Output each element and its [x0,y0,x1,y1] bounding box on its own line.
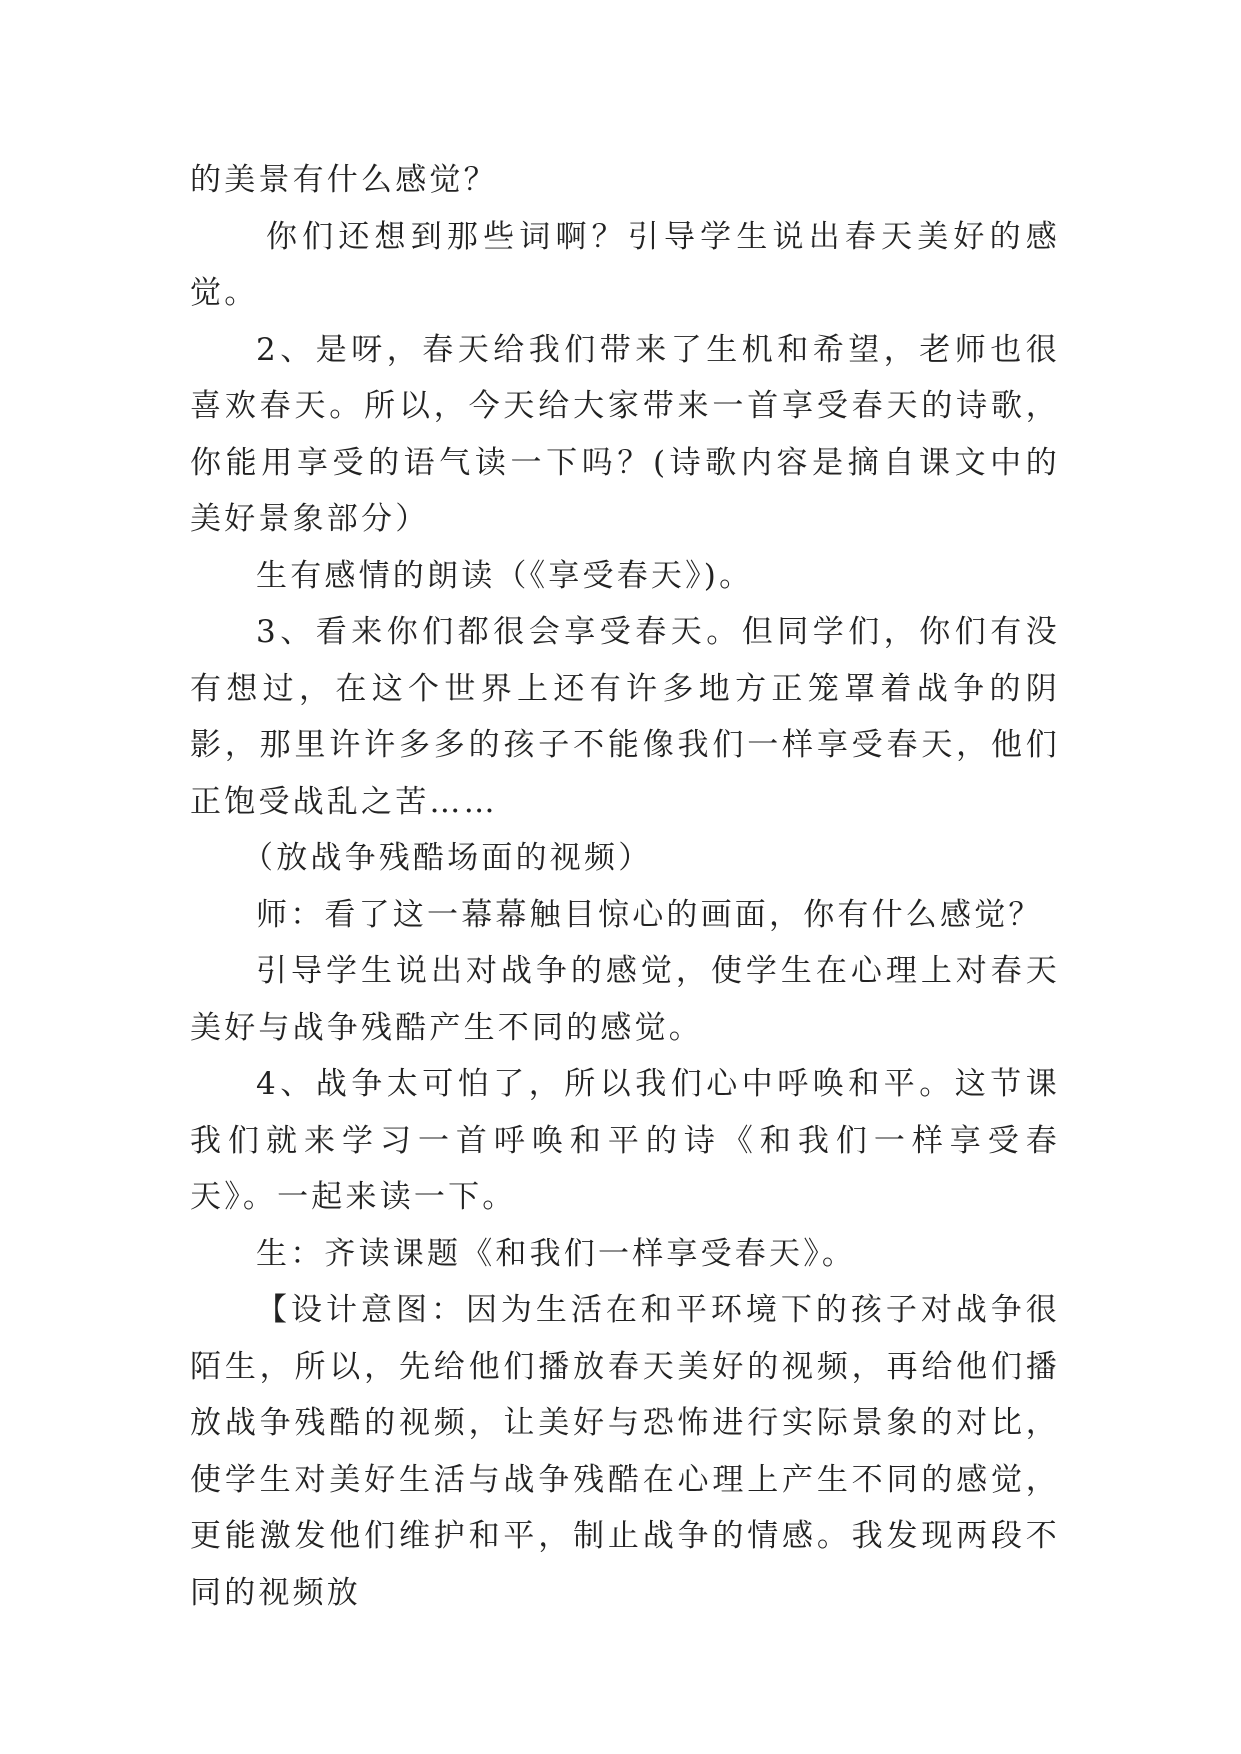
paragraph-step-2: 2、是呀，春天给我们带来了生机和希望，老师也很喜欢春天。所以，今天给大家带来一首享受春天的诗歌，你能用享受的语气读一下吗？(诗歌内容是摘自课文中的美好景象部分） [190,331,1060,537]
paragraph-step-3: 3、看来你们都很会享受春天。但同学们，你们有没有想过，在这个世界上还有许多地方正笼罩着战争的阴影，那里许许多多的孩子不能像我们一样享受春天，他们正饱受战乱之苦…… [190,614,1060,820]
paragraph-step-4: 4、战争太可怕了，所以我们心中呼唤和平。这节课我们就来学习一首呼唤和平的诗《和我们一样享受春天》。一起来读一下。 [190,1066,1060,1215]
document-body [190,152,1060,1621]
paragraph-continuation: 的美景有什么感觉？ [190,162,498,198]
paragraph-student-reading: 生有感情的朗读（《享受春天》)。 [256,557,754,594]
paragraph-design-intent: 【设计意图：因为生活在和平环境下的孩子对战争很陌生，所以，先给他们播放春天美好的视频，再给他们播放战争残酷的视频，让美好与恐怖进行实际景象的对比，使学生对美好生活与战争残酷在心理上产生不同的感觉，更能激发他们维护和平，制止战争的情感。我发现两段不同的视频放 [190,1292,1060,1611]
paragraph-student-title: 生：齐读课题《和我们一样享受春天》。 [256,1235,857,1272]
paragraph-teacher-feeling: 师：看了这一幕幕触目惊心的画面，你有什么感觉？ [256,896,1043,933]
paragraph-teacher-question: 你们还想到那些词啊？引导学生说出春天美好的感觉。 [190,218,1060,311]
paragraph-video-note: （放战争残酷场面的视频） [242,840,653,876]
paragraph-guide-feeling: 引导学生说出对战争的感觉，使学生在心理上对春天美好与战争残酷产生不同的感觉。 [190,953,1060,1046]
